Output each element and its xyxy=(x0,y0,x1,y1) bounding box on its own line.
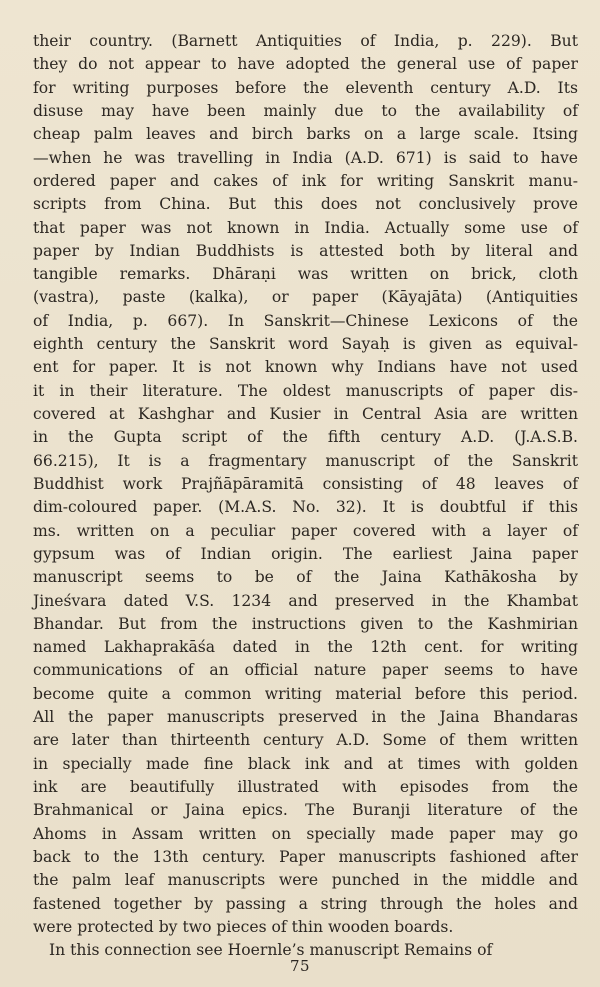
text-line: paper by Indian Buddhists is attested both by literal and xyxy=(33,241,578,260)
page-number: 75 xyxy=(289,957,311,975)
text-line: cheap palm leaves and birch barks on a large scale. Itsing xyxy=(33,125,578,144)
text-line: for writing purposes before the eleventh century A.D. Its xyxy=(33,78,578,97)
text-line: Bhandar. But from the instructions given to the Kashmirian xyxy=(33,614,578,633)
text-line: it in their literature. The oldest manuscripts of paper dis- xyxy=(33,381,578,400)
text-line: in specially made fine black ink and at times with golden xyxy=(33,754,578,773)
text-line: eighth century the Sanskrit word Sayaḥ is given as equival- xyxy=(33,335,578,354)
text-line: ordered paper and cakes of ink for writing Sanskrit manu- xyxy=(33,171,578,190)
text-line: covered at Kashghar and Kusier in Central Asia are written xyxy=(33,405,578,423)
text-line: manuscript seems to be of the Jaina Kathākosha by xyxy=(33,568,578,587)
body-text xyxy=(33,30,578,963)
text-line: All the paper manuscripts preserved in the Jaina Bhandaras xyxy=(33,708,578,727)
text-line: communications of an official nature paper seems to have xyxy=(33,661,578,680)
text-line: In this connection see Hoernle’s manuscript Remains of xyxy=(49,941,493,960)
text-line: ink are beautifully illustrated with episodes from the xyxy=(33,778,578,796)
text-line: gypsum was of Indian origin. The earliest Jaina paper xyxy=(33,544,578,563)
text-line: of India, p. 667). In Sanskrit—Chinese Lexicons of the xyxy=(33,311,578,330)
text-line: ent for paper. It is not known why Indians have not used xyxy=(33,358,578,377)
text-line: tangible remarks. Dhāraṇi was written on brick, cloth xyxy=(33,265,578,284)
text-line: Jineśvara dated V.S. 1234 and preserved in the Khambat xyxy=(33,591,578,610)
text-line: Ahoms in Assam written on specially made paper may go xyxy=(33,824,578,843)
text-line: (vastra), paste (kalka), or paper (Kāyajāta) (Antiquities xyxy=(33,288,578,307)
text-line: that paper was not known in India. Actually some use of xyxy=(33,218,578,237)
text-line: in the Gupta script of the fifth century A.D. (J.A.S.B. xyxy=(33,428,578,447)
text-line: their country. (Barnett Antiquities of India, p. 229). But xyxy=(33,32,578,50)
text-line: —when he was travelling in India (A.D. 671) is said to have xyxy=(33,148,578,167)
text-line: disuse may have been mainly due to the availability of xyxy=(33,101,578,120)
text-line: named Lakhaprakāśa dated in the 12th cent. for writing xyxy=(33,638,578,657)
text-line: Buddhist work Prajñāpāramitā consisting of 48 leaves of xyxy=(33,474,578,493)
text-line: ms. written on a peculiar paper covered with a layer of xyxy=(33,521,578,540)
text-line: were protected by two pieces of thin wooden boards. xyxy=(33,917,454,936)
text-line: they do not appear to have adopted the general use of paper xyxy=(33,55,578,74)
text-line: dim-coloured paper. (M.A.S. No. 32). It is doubtful if this xyxy=(33,498,578,517)
text-line: the palm leaf manuscripts were punched in the middle and xyxy=(33,871,578,890)
text-line: become quite a common writing material before this period. xyxy=(33,684,578,703)
text-line: are later than thirteenth century A.D. Some of them written xyxy=(33,731,578,750)
text-line: scripts from China. But this does not conclusively prove xyxy=(33,195,578,214)
text-line: back to the 13th century. Paper manuscripts fashioned after xyxy=(33,847,578,866)
text-line: fastened together by passing a string through the holes and xyxy=(33,894,578,913)
text-line: Brahmanical or Jaina epics. The Buranji literature of the xyxy=(33,801,578,820)
text-line: 66.215), It is a fragmentary manuscript of the Sanskrit xyxy=(33,451,578,470)
